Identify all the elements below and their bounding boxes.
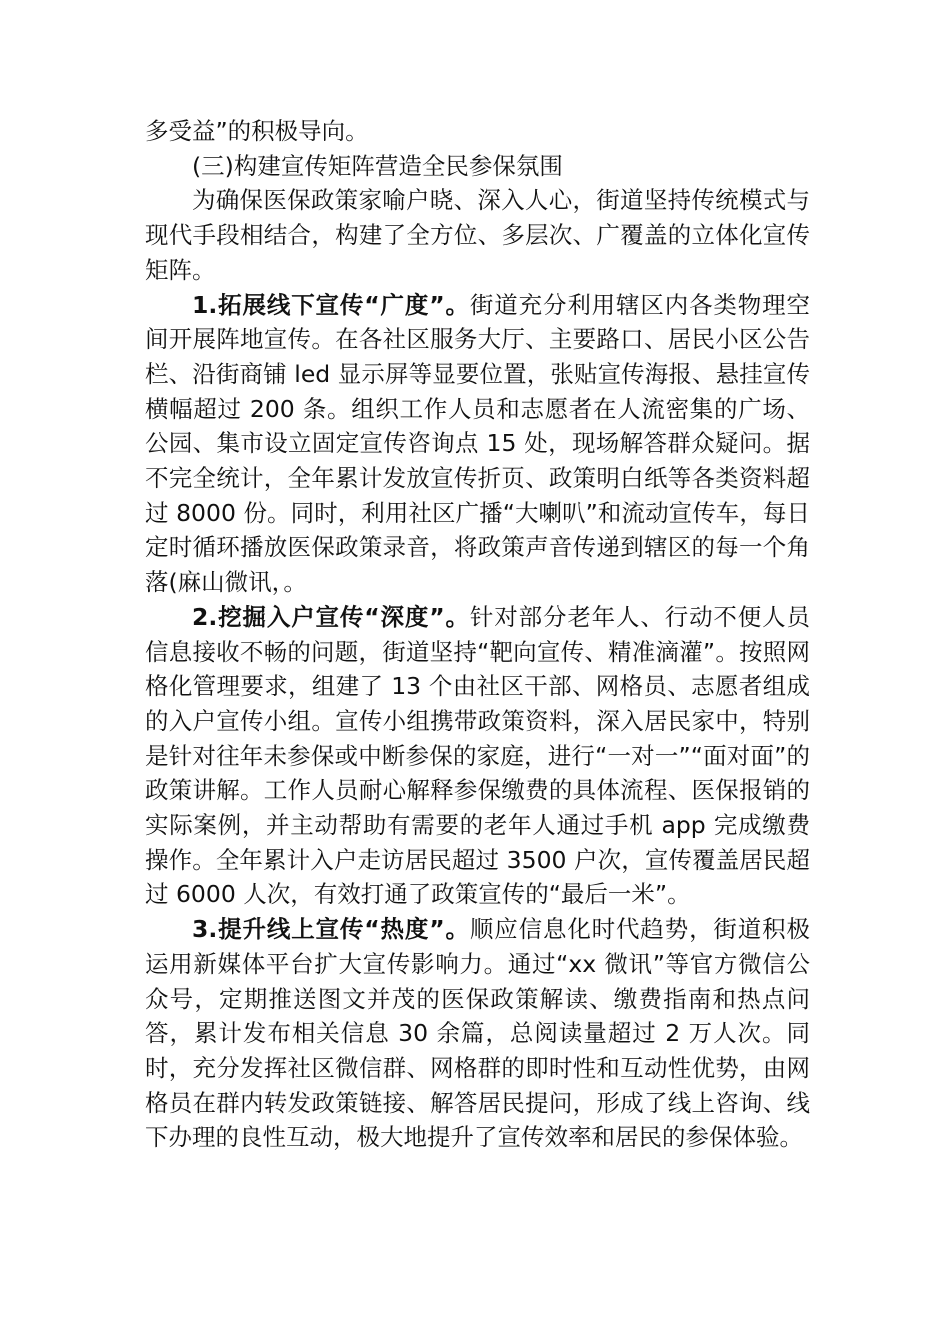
item-paragraph-1	[145, 288, 810, 600]
intro-paragraph: 为确保医保政策家喻户晓、深入人心，街道坚持传统模式与现代手段相结合，构建了全方位、多层次、广覆盖的立体化宣传矩阵。	[145, 186, 810, 284]
item-heading-3: 3.提升线上宣传“热度”。	[192, 915, 470, 944]
item-body-3: 顺应信息化时代趋势，街道积极运用新媒体平台扩大宣传影响力。通过“xx 微讯”等官方微信公众号，定期推送图文并茂的医保政策解读、缴费指南和热点问答，累计发布相关信息 30 余篇，总阅读量超过 2 万人次。同时，充分发挥社区微信群、网格群的即时性和互动性优势，由网格员在群内转发政策链接、解答居民提问，形成了线上咨询、线下办理的良性互动，极大地提升了宣传效率和居民的参保体验。	[145, 915, 810, 1152]
item-body-1: 街道充分利用辖区内各类物理空间开展阵地宣传。在各社区服务大厅、主要路口、居民小区公告栏、沿街商铺 led 显示屏等显要位置，张贴宣传海报、悬挂宣传横幅超过 200 条。组织工作人员和志愿者在人流密集的广场、公园、集市设立固定宣传咨询点 15 处，现场解答群众疑问。据不完全统计，全年累计发放宣传折页、政策明白纸等各类资料超过 8000 份。同时，利用社区广播“大喇叭”和流动宣传车，每日定时循环播放医保政策录音，将政策声音传递到辖区的每一个角落(麻山微讯，。	[145, 290, 810, 597]
continuation-paragraph: 多受益”的积极导向。	[145, 117, 369, 145]
item-paragraph-2	[145, 600, 810, 912]
item-heading-1: 1.拓展线下宣传“广度”。	[192, 290, 470, 319]
item-heading-2: 2.挖掘入户宣传“深度”。	[192, 602, 470, 631]
document-body	[145, 114, 810, 1155]
section-heading: (三)构建宣传矩阵营造全民参保氛围	[192, 151, 563, 180]
item-body-2: 针对部分老年人、行动不便人员信息接收不畅的问题，街道坚持“靶向宣传、精准滴灌”。按照网格化管理要求，组建了 13 个由社区干部、网格员、志愿者组成的入户宣传小组。宣传小组携带政策资料，深入居民家中，特别是针对往年未参保或中断参保的家庭，进行“一对一”“面对面”的政策讲解。工作人员耐心解释参保缴费的具体流程、医保报销的实际案例，并主动帮助有需要的老年人通过手机 app 完成缴费操作。全年累计入户走访居民超过 3500 户次，宣传覆盖居民超过 6000 人次，有效打通了政策宣传的“最后一米”。	[145, 602, 810, 909]
item-paragraph-3	[145, 912, 810, 1155]
